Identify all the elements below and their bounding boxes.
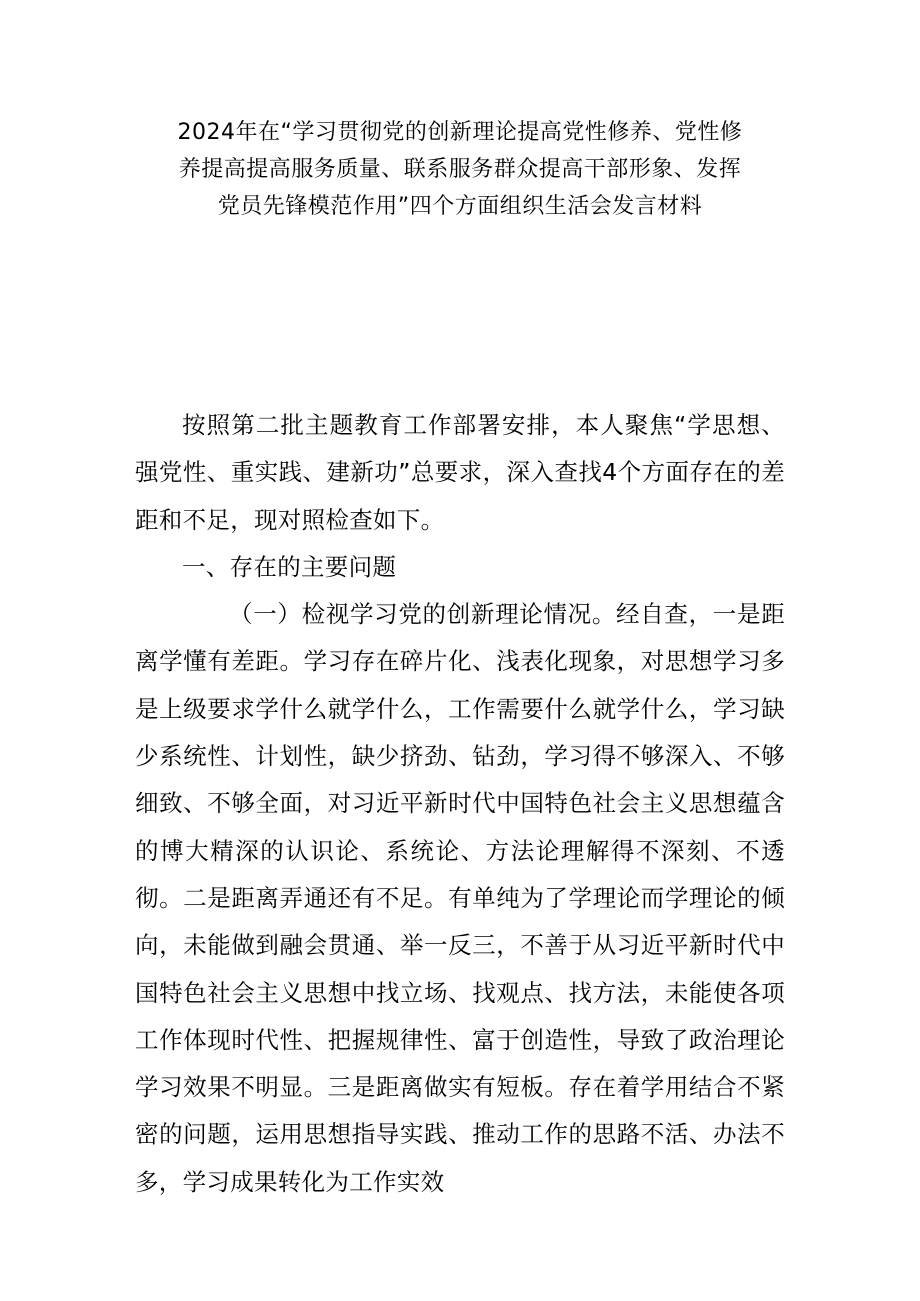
intro-paragraph: 按照第二批主题教育工作部署安排，本人聚焦“学思想、强党性、重实践、建新功”总要求，深入查找4个方面存在的差距和不足，现对照检查如下。 — [135, 411, 785, 534]
title-line-1: 2024年在“学习贯彻党的创新理论提高党性修养、党性修 — [177, 120, 743, 145]
document-title — [150, 114, 770, 225]
document-body — [135, 402, 785, 1206]
title-line-2: 养提高提高服务质量、联系服务群众提高干部形象、发挥 — [178, 157, 742, 182]
section-heading: 一、存在的主要问题 — [182, 552, 397, 581]
title-line-3: 党员先锋模范作用”四个方面组织生活会发言材料 — [217, 194, 703, 219]
body-paragraph: （一）检视学习党的创新理论情况。经自查，一是距离学懂有差距。学习存在碎片化、浅表化现象，对思想学习多是上级要求学什么就学什么，工作需要什么就学什么，学习缺少系统性、计划性，缺少挤劲、钻劲，学习得不够深入、不够细致、不够全面，对习近平新时代中国特色社会主义思想蕴含的博大精深的认识论、系统论、方法论理解得不深刻、不透彻。二是距离弄通还有不足。有单纯为了学理论而学理论的倾向，未能做到融会贯通、举一反三，不善于从习近平新时代中国特色社会主义思想中找立场、找观点、找方法，未能使各项工作体现时代性、把握规律性、富于创造性，导致了政治理论学习效果不明显。三是距离做实有短板。存在着学用结合不紧密的问题，运用思想指导实践、推动工作的思路不活、办法不多，学习成果转化为工作实效 — [135, 600, 785, 1196]
